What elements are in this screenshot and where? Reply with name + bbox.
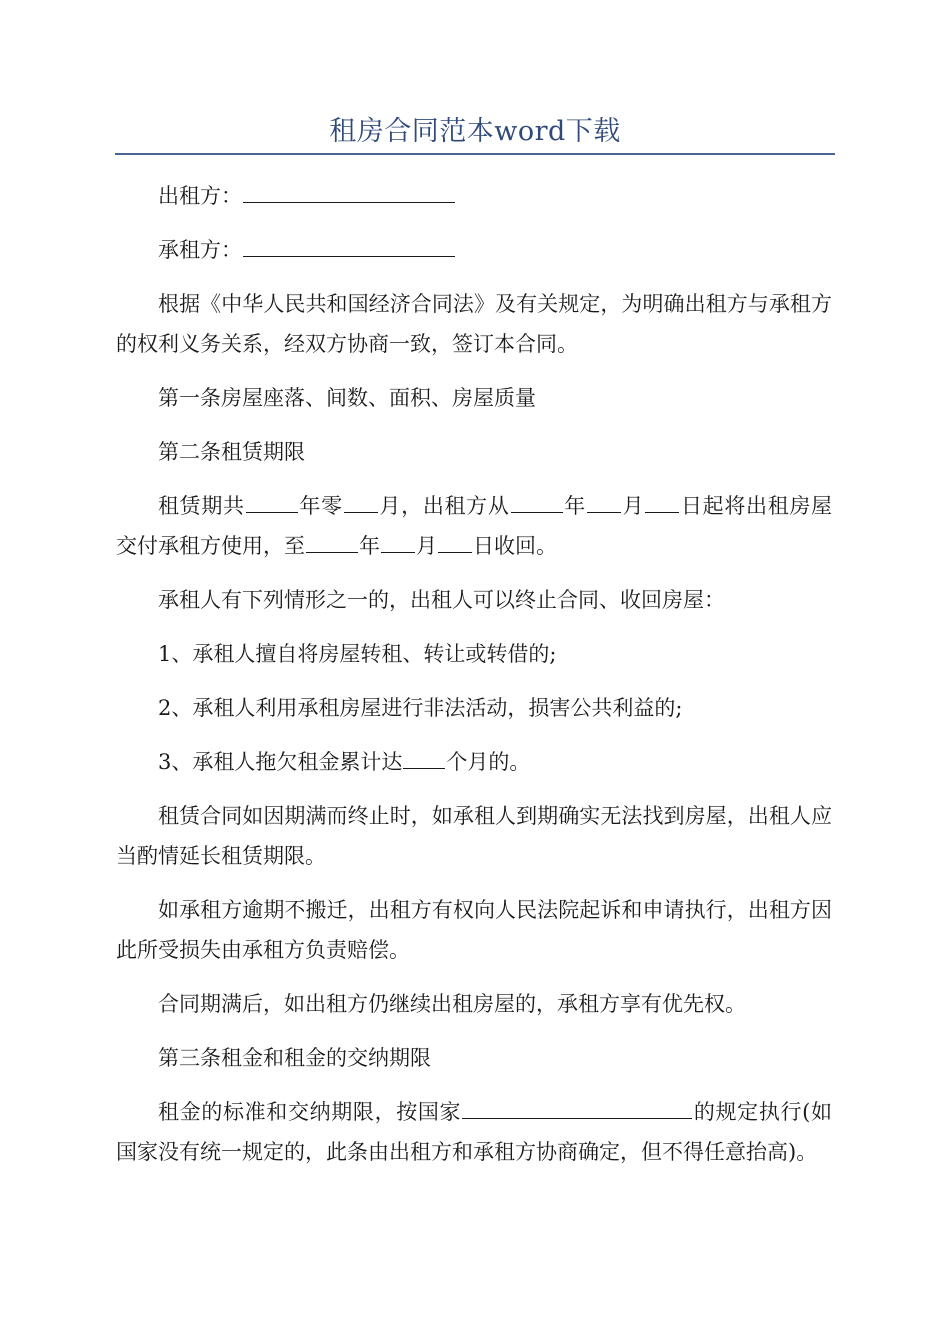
rent-text: 的规定执行(如国家没有统一规定的，此条由出租方和承租方协商确定，但不得任意抬高)。 (116, 1100, 832, 1164)
lease-term-text: 年 (359, 534, 380, 558)
lease-term-text: 月，出租方从 (378, 494, 510, 518)
termination-intro: 承租人有下列情形之一的，出租人可以终止合同、收回房屋： (158, 588, 725, 612)
start-day-blank (645, 490, 679, 513)
article1-heading: 第一条房屋座落、间数、面积、房屋质量 (158, 386, 536, 410)
end-month-blank (381, 530, 415, 553)
document-body (116, 176, 832, 1186)
condition-1: 1、承租人擅自将房屋转租、转让或转借的; (158, 642, 557, 666)
expiry-extension-paragraph: 租赁合同如因期满而终止时，如承租人到期确实无法找到房屋，出租人应当酌情延长租赁期限。 (116, 804, 832, 868)
lease-term-text: 租赁期共 (158, 494, 245, 518)
condition-2: 2、承租人利用承租房屋进行非法活动，损害公共利益的; (158, 696, 683, 720)
overdue-move-paragraph: 如承租方逾期不搬迁，出租方有权向人民法院起诉和申请执行，出租方因此所受损失由承租方负责赔偿。 (116, 898, 832, 962)
lease-term-text: 年零 (298, 494, 343, 518)
lessee-blank (243, 234, 455, 257)
lessee-label: 承租方： (158, 238, 242, 262)
lease-term-text: 月 (621, 494, 645, 518)
lessor-label: 出租方： (158, 184, 242, 208)
lease-term-text: 年 (563, 494, 586, 518)
lease-months-blank (344, 490, 378, 513)
lessor-blank (243, 180, 455, 203)
rent-paragraph (116, 1092, 832, 1172)
title-divider (115, 153, 835, 155)
end-day-blank (438, 530, 472, 553)
document-title: 租房合同范本word下载 (329, 116, 621, 147)
lease-term-text: 日起将出租房屋交付承租方使用，至 (116, 494, 833, 558)
rent-text: 租金的标准和交纳期限，按国家 (158, 1100, 462, 1124)
lease-term-text: 月 (416, 534, 437, 558)
start-year-blank (511, 490, 563, 513)
lessor-line (116, 176, 832, 216)
end-year-blank (306, 530, 358, 553)
lessee-line (116, 230, 832, 270)
lease-term-paragraph (116, 486, 832, 566)
priority-paragraph: 合同期满后，如出租方仍继续出租房屋的，承租方享有优先权。 (158, 992, 746, 1016)
lease-term-text: 日收回。 (473, 534, 557, 558)
intro-paragraph: 根据《中华人民共和国经济合同法》及有关规定，为明确出租方与承租方的权利义务关系，经双方协商一致，签订本合同。 (116, 292, 832, 356)
condition-3 (116, 742, 832, 782)
start-month-blank (587, 490, 621, 513)
condition-3-text: 个月的。 (446, 750, 531, 774)
article3-heading: 第三条租金和租金的交纳期限 (158, 1046, 431, 1070)
national-rule-blank (462, 1096, 692, 1119)
lease-years-blank (246, 490, 298, 513)
article2-heading: 第二条租赁期限 (158, 440, 305, 464)
condition-3-text: 3、承租人拖欠租金累计达 (158, 750, 403, 774)
overdue-months-blank (403, 746, 445, 769)
